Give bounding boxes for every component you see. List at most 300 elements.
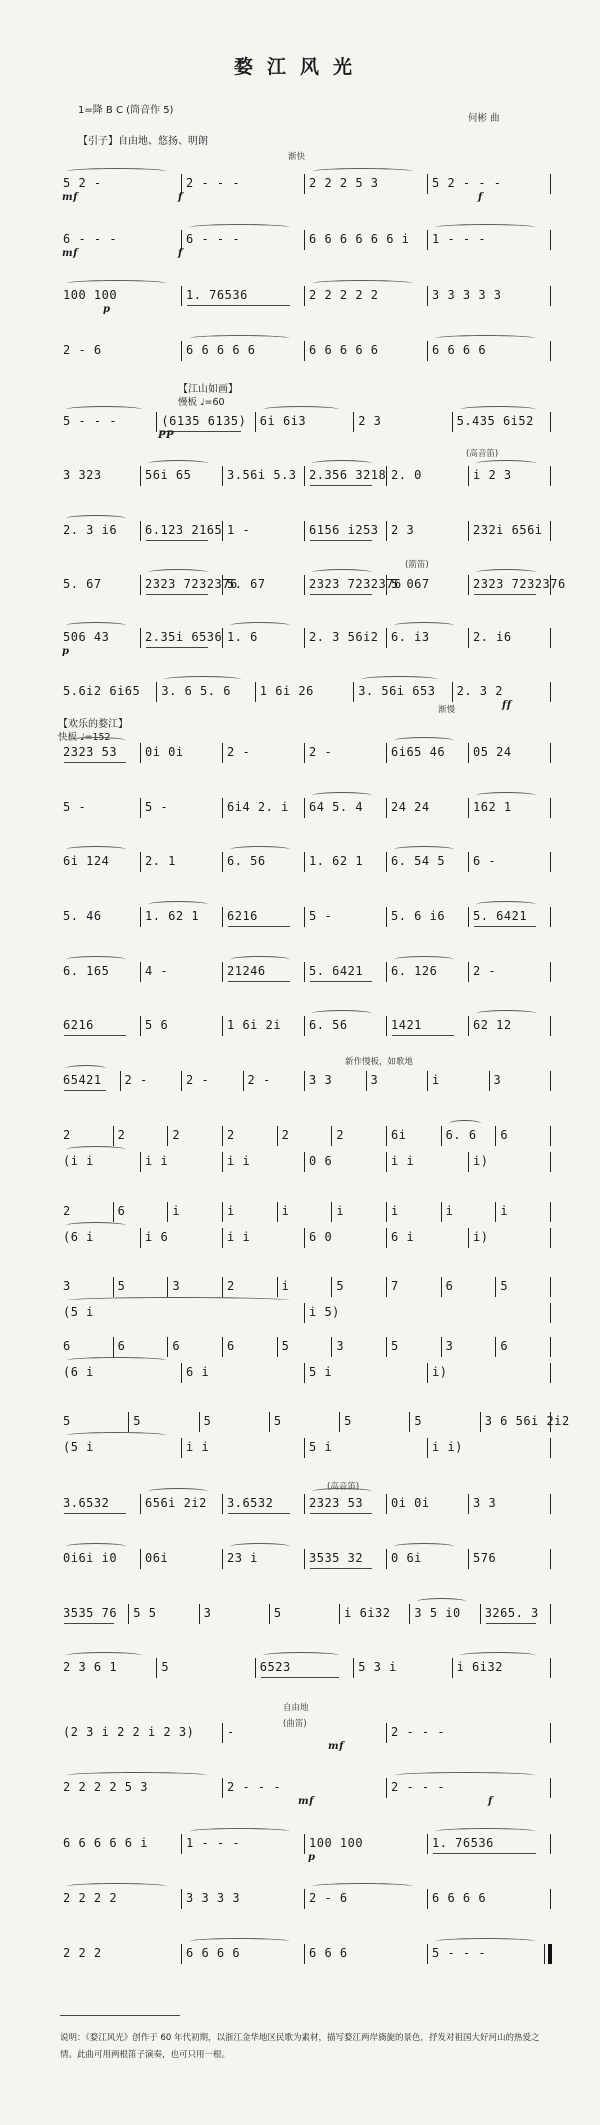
measure: 0i 0i <box>145 745 184 759</box>
slur <box>476 460 536 467</box>
bar-line <box>304 1438 305 1458</box>
bar-line <box>550 1412 551 1432</box>
bar-line <box>222 743 223 763</box>
score-line <box>58 1656 550 1682</box>
slur <box>394 622 454 629</box>
bar-line <box>222 1016 223 1036</box>
slur <box>449 1120 482 1127</box>
bar-line <box>140 1549 141 1569</box>
bar-line <box>386 1202 387 1222</box>
measure: 6 <box>445 1279 454 1293</box>
beam-line <box>310 1513 372 1514</box>
bar-line <box>181 1944 182 1964</box>
bar-line <box>222 1202 223 1222</box>
dynamic-marking: mf <box>298 1796 314 1807</box>
section-heading: 【欢乐的婺江】 <box>58 719 128 730</box>
score-line <box>58 464 550 490</box>
bar-line <box>468 907 469 927</box>
measure: 3 <box>172 1279 181 1293</box>
bar-line <box>386 575 387 595</box>
measure: 6i 124 <box>63 854 110 868</box>
bar-line <box>181 1363 182 1383</box>
score-line <box>58 626 550 657</box>
measure: i 2 3 <box>473 468 512 482</box>
slur <box>230 956 290 963</box>
bar-line <box>304 1834 305 1854</box>
bar-line <box>304 1152 305 1172</box>
measure: 6 6 6 6 6 <box>309 343 379 357</box>
bar-line <box>480 1412 481 1432</box>
measure: 7 <box>391 1279 399 1293</box>
section-heading: 【引子】自由地、悠扬、明朗 <box>78 136 208 147</box>
slur <box>312 460 372 467</box>
bar-line <box>181 286 182 306</box>
measure: 1. 62 1 <box>309 854 364 868</box>
dynamic-marking: mf <box>62 192 78 203</box>
bar-line <box>304 852 305 872</box>
measure: i 6 <box>145 1230 169 1244</box>
bar-line <box>550 341 551 361</box>
beam-line <box>228 1513 290 1514</box>
measure: i <box>227 1204 235 1218</box>
measure: i 5) <box>309 1305 340 1319</box>
measure: 3 5 i0 <box>414 1606 461 1620</box>
slur <box>148 569 208 576</box>
beam-line <box>146 647 208 648</box>
measure: 5 <box>273 1414 282 1428</box>
slur <box>476 901 536 908</box>
measure: 3. 6 5. 6 <box>161 684 231 698</box>
bar-line <box>386 1152 387 1172</box>
bar-line <box>550 852 551 872</box>
bar-line <box>550 1126 551 1146</box>
bar-line <box>140 1016 141 1036</box>
bar-line <box>550 1658 551 1678</box>
beam-line <box>228 981 290 982</box>
measure: 4 - <box>145 964 169 978</box>
measure: 1 6i 26 <box>259 684 314 698</box>
measure: 5 067 <box>391 577 430 591</box>
bar-line <box>199 1412 200 1432</box>
measure: 5 <box>281 1339 290 1353</box>
measure: 1 - - - <box>432 232 487 246</box>
page-title: 婺江风光 <box>233 56 366 78</box>
measure: 1421 <box>391 1018 422 1032</box>
dynamic-marking: p <box>308 1852 316 1863</box>
measure: 3.56i 5.3 <box>227 468 297 482</box>
measure: 2 2 2 <box>63 1946 102 1960</box>
measure: 2 <box>117 1128 126 1142</box>
measure: 2 - 6 <box>63 343 102 357</box>
measure: 2 - <box>124 1073 148 1087</box>
measure: 2. 3 56i2 <box>309 630 379 644</box>
bar-line <box>427 1438 428 1458</box>
slur <box>148 901 208 908</box>
beam-line <box>64 1513 126 1514</box>
bar-line <box>550 682 551 702</box>
measure: i i <box>227 1230 251 1244</box>
measure: 2 - <box>227 745 251 759</box>
measure: 2 - <box>186 1073 210 1087</box>
measure: 232i 656i <box>473 523 543 537</box>
measure: 6.123 2165 <box>145 523 223 537</box>
bar-line <box>222 1723 223 1743</box>
measure: 3 3 3 3 3 <box>432 288 502 302</box>
score-line <box>58 1602 550 1628</box>
bar-line <box>550 798 551 818</box>
measure: 6 i <box>391 1230 415 1244</box>
bar-line <box>331 1202 332 1222</box>
bar-line <box>277 1126 278 1146</box>
measure: 3265. 3 <box>484 1606 539 1620</box>
score-line <box>58 339 550 365</box>
measure: 1. 62 1 <box>145 909 200 923</box>
bar-line <box>304 1549 305 1569</box>
bar-line <box>331 1126 332 1146</box>
measure: 24 24 <box>391 800 430 814</box>
measure: 6 <box>117 1204 126 1218</box>
bar-line <box>468 1549 469 1569</box>
measure: 506 43 <box>63 630 110 644</box>
measure: 3 3 3 3 <box>186 1891 241 1905</box>
bar-line <box>550 286 551 306</box>
bar-line <box>181 1071 182 1091</box>
measure: i) <box>473 1230 489 1244</box>
bar-line <box>304 575 305 595</box>
measure: 2323 7232376 <box>309 577 402 591</box>
slur <box>394 1543 454 1550</box>
bar-line <box>386 852 387 872</box>
measure: i i <box>186 1440 210 1454</box>
bar-line <box>140 852 141 872</box>
measure: 2 <box>63 1128 71 1142</box>
score-line <box>58 1436 550 1462</box>
measure: i 6i32 <box>344 1606 391 1620</box>
final-bar-line <box>544 1944 552 1964</box>
measure: 6156 i253 <box>309 523 379 537</box>
bar-line <box>304 1494 305 1514</box>
measure: 0i 0i <box>391 1496 430 1510</box>
measure: 2 3 <box>358 414 382 428</box>
slur <box>189 1938 290 1945</box>
measure: 5 2 - <box>63 176 102 190</box>
score-line <box>58 1014 550 1040</box>
measure: 5 <box>414 1414 423 1428</box>
bar-line <box>222 628 223 648</box>
footnote: 说明：《婺江风光》创作于 60 年代初期，以浙江金华地区民歌为素材，描写婺江两岸旖旎的景色，抒发对祖国大好河山的热爱之情。此曲可用两根笛子演奏，也可只用一根。 <box>60 2033 540 2060</box>
measure: 2 <box>227 1279 235 1293</box>
score-line <box>58 1301 550 1327</box>
measure: 6216 <box>63 1018 94 1032</box>
measure: i <box>281 1279 290 1293</box>
bar-line <box>386 907 387 927</box>
bar-line <box>339 1412 340 1432</box>
measure: 2 - - - <box>391 1725 446 1739</box>
bar-line <box>277 1277 278 1297</box>
bar-line <box>386 1126 387 1146</box>
measure: 5 - <box>63 800 87 814</box>
bar-line <box>550 743 551 763</box>
measure: 2. 1 <box>145 854 176 868</box>
measure: 0i6i i0 <box>63 1551 118 1565</box>
measure: 5 <box>273 1606 282 1620</box>
measure: 5 - - - <box>432 1946 487 1960</box>
measure: 62 12 <box>473 1018 512 1032</box>
measure: i <box>445 1204 454 1218</box>
beam-line <box>474 594 536 595</box>
bar-line <box>550 174 551 194</box>
beam-line <box>146 594 208 595</box>
measure: 5 <box>117 1279 126 1293</box>
bar-line <box>452 1658 453 1678</box>
measure: 5 <box>391 1339 399 1353</box>
measure: 5 <box>63 1414 71 1428</box>
bar-line <box>140 628 141 648</box>
measure: 6523 <box>259 1660 291 1674</box>
slur <box>66 280 167 287</box>
performance-marking: 渐慢 <box>438 705 456 715</box>
bar-line <box>353 412 354 432</box>
measure: 6i <box>391 1128 407 1142</box>
measure: 3 3 <box>473 1496 497 1510</box>
bar-line <box>304 1016 305 1036</box>
bar-line <box>550 1363 551 1383</box>
section-heading: 【江山如画】 <box>178 384 238 395</box>
score-line <box>58 1721 550 1752</box>
score-line <box>58 1547 550 1573</box>
measure: 5. 67 <box>63 577 102 591</box>
measure: 2 2 2 2 5 3 <box>63 1780 148 1794</box>
bar-line <box>140 466 141 486</box>
bar-line <box>277 1202 278 1222</box>
bar-line <box>222 852 223 872</box>
bar-line <box>468 1016 469 1036</box>
measure: 2 2 2 5 3 <box>309 176 379 190</box>
bar-line <box>427 174 428 194</box>
bar-line <box>140 1152 141 1172</box>
bar-line <box>304 286 305 306</box>
measure: 6 <box>227 1339 235 1353</box>
slur <box>189 335 290 342</box>
bar-line <box>386 1277 387 1297</box>
slur <box>66 1297 290 1304</box>
dynamic-marking: mf <box>328 1741 344 1752</box>
bar-line <box>468 962 469 982</box>
slur <box>66 622 126 629</box>
score-line <box>58 410 550 441</box>
composer: 何彬 曲 <box>468 113 500 124</box>
measure: 6. 56 <box>227 854 266 868</box>
bar-line <box>140 743 141 763</box>
score-line <box>58 1069 550 1095</box>
measure: 21246 <box>227 964 266 978</box>
score-line <box>58 1124 550 1150</box>
bar-line <box>304 1363 305 1383</box>
bar-line <box>181 1834 182 1854</box>
slur <box>435 1828 536 1835</box>
measure: i <box>336 1204 345 1218</box>
measure: i i <box>227 1154 251 1168</box>
slur <box>189 224 290 231</box>
dynamic-marking: p <box>62 646 70 657</box>
bar-line <box>304 174 305 194</box>
bar-line <box>550 1549 551 1569</box>
measure: 2 - 6 <box>309 1891 348 1905</box>
slur <box>148 1488 208 1495</box>
beam-line <box>187 305 290 306</box>
score-line <box>58 1226 550 1252</box>
slur <box>263 1652 339 1659</box>
bar-line <box>140 1494 141 1514</box>
bar-line <box>167 1337 168 1357</box>
measure: i <box>500 1204 509 1218</box>
bar-line <box>386 1778 387 1798</box>
measure: i i) <box>432 1440 463 1454</box>
dynamic-marking: f <box>178 248 183 259</box>
measure: i <box>281 1204 290 1218</box>
slur <box>312 1883 413 1890</box>
bar-line <box>550 412 551 432</box>
bar-line <box>243 1071 244 1091</box>
beam-line <box>64 1090 106 1091</box>
beam-line <box>392 1035 454 1036</box>
bar-line <box>353 1658 354 1678</box>
measure: - <box>227 1725 235 1739</box>
measure: i <box>391 1204 399 1218</box>
bar-line <box>156 682 157 702</box>
bar-line <box>113 1277 114 1297</box>
score-line <box>58 573 566 599</box>
measure: 6. 126 <box>391 964 438 978</box>
slur <box>189 1828 290 1835</box>
dynamic-marking: PP <box>158 430 175 441</box>
beam-line <box>64 762 126 763</box>
slur <box>394 737 454 744</box>
bar-line <box>427 286 428 306</box>
measure: 6. 165 <box>63 964 110 978</box>
measure: i 6i32 <box>456 1660 503 1674</box>
measure: 6 - <box>473 854 497 868</box>
bar-line <box>222 798 223 818</box>
measure: 2. 3 i6 <box>63 523 118 537</box>
measure: 1 - <box>227 523 251 537</box>
beam-line <box>162 431 240 432</box>
measure: (6135 6135) <box>161 414 247 428</box>
bar-line <box>255 682 256 702</box>
bar-line <box>468 798 469 818</box>
bar-line <box>468 852 469 872</box>
measure: 2 <box>336 1128 345 1142</box>
bar-line <box>386 1016 387 1036</box>
bar-line <box>427 1944 428 1964</box>
measure: 2.35i 6536 <box>145 630 223 644</box>
score-line <box>58 1361 550 1387</box>
bar-line <box>452 412 453 432</box>
measure: 3 3 <box>309 1073 333 1087</box>
bar-line <box>304 962 305 982</box>
measure: 6. 6 <box>445 1128 477 1142</box>
bar-line <box>140 798 141 818</box>
measure: 2. 0 <box>391 468 422 482</box>
measure: 3 6 56i 2i2 <box>484 1414 570 1428</box>
measure: 3. 56i 653 <box>358 684 436 698</box>
dynamic-marking: f <box>488 1796 493 1807</box>
bar-line <box>550 1016 551 1036</box>
bar-line <box>386 1228 387 1248</box>
slur <box>66 1146 126 1153</box>
bar-line <box>386 628 387 648</box>
measure: 2. i6 <box>473 630 512 644</box>
slur <box>66 1222 126 1229</box>
measure: 3 <box>203 1606 212 1620</box>
bar-line <box>304 628 305 648</box>
bar-line <box>550 230 551 250</box>
bar-line <box>386 1549 387 1569</box>
slur <box>66 406 142 413</box>
bar-line <box>495 1202 496 1222</box>
footnote-divider <box>60 2015 180 2016</box>
measure: 5 i <box>309 1440 333 1454</box>
measure: 6 6 6 6 <box>432 343 487 357</box>
measure: 0 6 <box>309 1154 333 1168</box>
measure: 6 <box>500 1128 509 1142</box>
bar-line <box>181 230 182 250</box>
measure: 5 - <box>145 800 169 814</box>
measure: 56i 65 <box>145 468 192 482</box>
performance-marking: (曲笛) <box>283 1719 307 1729</box>
measure: 5 <box>336 1279 345 1293</box>
measure: (2 3 i 2 2 i 2 3) <box>63 1725 195 1739</box>
bar-line <box>199 1604 200 1624</box>
bar-line <box>550 1228 551 1248</box>
measure: 1. 6 <box>227 630 258 644</box>
measure: 06i <box>145 1551 169 1565</box>
measure: 5. 6421 <box>473 909 528 923</box>
measure: 2. 3 2 <box>456 684 503 698</box>
bar-line <box>167 1126 168 1146</box>
measure: 6 <box>172 1339 181 1353</box>
bar-line <box>167 1202 168 1222</box>
score-line <box>58 850 550 876</box>
measure: 1. 76536 <box>186 288 248 302</box>
slur <box>263 406 339 413</box>
measure: 2 3 <box>391 523 415 537</box>
bar-line <box>550 628 551 648</box>
bar-line <box>331 1277 332 1297</box>
slur <box>312 168 413 175</box>
measure: 162 1 <box>473 800 512 814</box>
bar-line <box>222 466 223 486</box>
measure: (6 i <box>63 1230 94 1244</box>
bar-line <box>331 1337 332 1357</box>
bar-line <box>489 1071 490 1091</box>
slur <box>476 569 536 576</box>
beam-line <box>310 485 372 486</box>
measure: (i i <box>63 1154 94 1168</box>
beam-line <box>146 540 208 541</box>
slur <box>66 1652 142 1659</box>
bar-line <box>222 521 223 541</box>
measure: 6i65 46 <box>391 745 446 759</box>
measure: 5 <box>344 1414 352 1428</box>
bar-line <box>222 1277 223 1297</box>
beam-line <box>261 1677 339 1678</box>
measure: 2 - - - <box>186 176 241 190</box>
bar-line <box>156 1658 157 1678</box>
bar-line <box>550 962 551 982</box>
measure: 3535 32 <box>309 1551 364 1565</box>
measure: 5.435 6i52 <box>456 414 534 428</box>
